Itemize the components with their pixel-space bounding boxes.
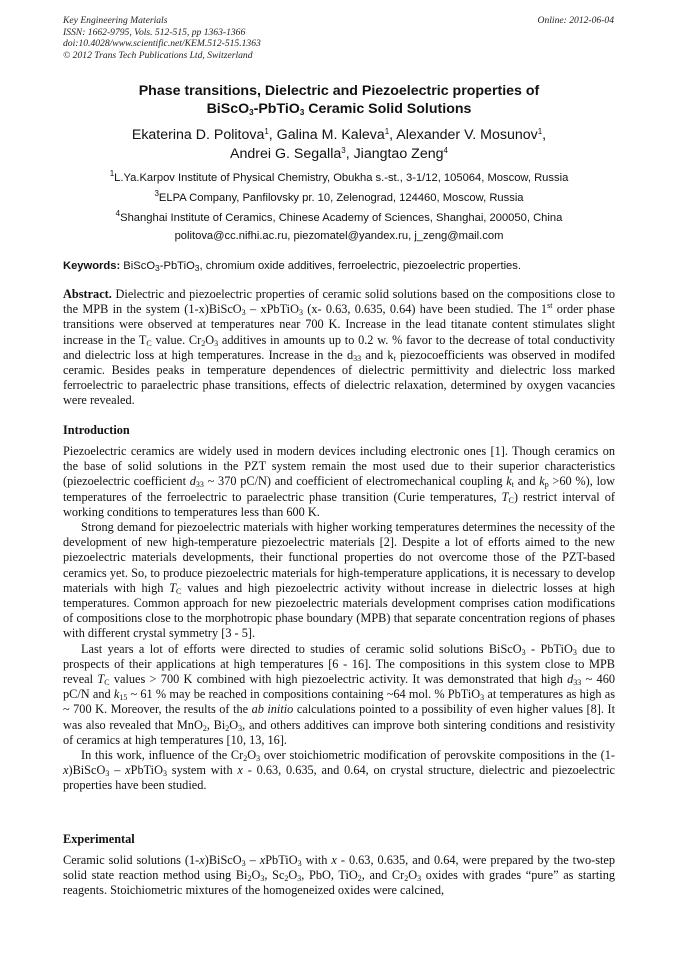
intro-paragraph-4: In this work, influence of the $Cr_2O_3$ over stoichiometric modification of perovskite compositions in the (1-x)BiScO$_3$ – xPbTiO$_3$ system with x - 0.63, 0.635, and 0.64, on crystal structure, dielectric and piezoelectric properties have been studied.: [63, 748, 615, 793]
affiliation-1: $^1$L.Ya.Karpov Institute of Physical Chemistry, Obukha s.-st., 3-1/12, 105064, Moscow, Russia: [109, 169, 569, 184]
paper-title: [63, 82, 615, 118]
introduction-heading: Introduction: [63, 423, 130, 437]
doi-line: doi:10.4028/www.scientific.net/KEM.512-515.1363: [63, 38, 261, 49]
experimental-paragraph-1: Ceramic solid solutions (1-x)BiScO$_3$ – xPbTiO$_3$ with x - 0.63, 0.635, and 0.64, were prepared by the two-step solid state reaction method using $Bi_2O_3$, $Sc_2O_3$, PbO, TiO$_2$, and $Cr_2O_3$ oxides with grades “pure” as starting reagents. Stoichiometric mixtures of the homogeneized oxides were calcined,: [63, 853, 616, 898]
author-emails: politova@cc.nifhi.ac.ru, piezomatel@yandex.ru, j_zeng@mail.com: [174, 230, 504, 242]
author-line-1: Ekaterina D. Politova$^1$, Galina M. Kaleva$^1$, Alexander V. Mosunov$^1$,: [131, 127, 547, 143]
affiliation-3: $^3$ELPA Company, Panfilovsky pr. 10, Zelenograd, 124460, Moscow, Russia: [154, 189, 524, 204]
copyright-line: © 2012 Trans Tech Publications Ltd, Switzerland: [63, 49, 253, 61]
keywords: Keywords: BiScO$_3$-PbTiO$_3$, chromium oxide additives, ferroelectric, piezoelectric properties.: [63, 260, 521, 273]
experimental-body: [63, 853, 615, 899]
affiliation-4: $^4$Shanghai Institute of Ceramics, Chinese Academy of Sciences, Shanghai, 200050, China: [115, 209, 563, 224]
keywords-label: Keywords:: [63, 260, 121, 272]
abstract: Abstract. Dielectric and piezoelectric properties of ceramic solid solutions based on the compositions close to the MPB in the system (1-x)BiScO$_3$ – xPbTiO$_3$ (x- 0.63, 0.635, 0.64) have been studied. The 1st order phase transitions were observed at temperatures near 700 K. Increase in the lead titanate content stimulates slight increase in the $T_C$ value. $Cr_2O_3$ additives in amounts up to 0.2 w. % favor to the decrease of total conductivity and dielectric loss at high temperatures. Increase in the $d_{33}$ and $k_t$ piezocoefficients was observed in modifed ceramic. Besides peaks in temperature dependences of dielectric permittivity and dielectric loss marked ferroelectric to paraelectric phase transitions, effects of dielectric relaxation, determined by oxygen vacancies were revealed.: [63, 287, 615, 408]
author-line-2: Andrei G. Segalla$^3$, Jiangtao Zeng$^4$: [230, 146, 448, 162]
intro-paragraph-3: Last years a lot of efforts were directed to studies of ceramic solid solutions BiScO$_3$ - PbTiO$_3$ due to prospects of their applications at high temperatures [6 - 16]. The compositions in this system close to MPB reveal $T_C$ values > 700 K combined with high piezoelectric activity. It was demonstrated that high $d_{33}$ ~ 460 pC/N and $k_{15}$ ~ 61 % may be reached in compositions containing ~64 mol. % PbTiO$_3$ at temperatures as high as ~ 700 K. Moreover, the results of the ab initio calculations pointed to a possibility of even higher values [8]. It was also revealed that MnO$_2$, $Bi_2O_3$, and others additives can improve both sintering conditions and resistivity of ceramics at high temperatures [10, 13, 16].: [63, 641, 616, 747]
journal-name: Key Engineering Materials: [63, 15, 168, 26]
title-line-2: BiScO$_3$-PbTiO$_3$ Ceramic Solid Solutions: [206, 101, 472, 117]
abstract-label: Abstract.: [63, 287, 112, 301]
title-line-1: Phase transitions, Dielectric and Piezoelectric properties of: [138, 83, 540, 99]
introduction-body: [63, 444, 615, 794]
intro-paragraph-1: Piezoelectric ceramics are widely used in modern devices including electronic ones [1]. Though ceramics on the base of solid solutions in the PZT system remain the most used due to their superior characteristics (piezoelectric coefficient $d_{33}$ ~ 370 pC/N) and coefficient of electromechanical coupling $k_t$ and $k_p >60$ %), low temperatures of the ferroelectric to paraelectric phase transition (Curie temperatures, $T_C$) restrict interval of working conditions to temperatures less than 600 K.: [63, 444, 616, 519]
issn-line: ISSN: 1662-9795, Vols. 512-515, pp 1363-1366: [63, 26, 246, 38]
affiliations: [63, 168, 615, 228]
online-date: Online: 2012-06-04: [537, 15, 614, 26]
journal-meta: [63, 15, 261, 61]
author-list: [63, 126, 615, 164]
experimental-heading: Experimental: [63, 832, 135, 846]
intro-paragraph-2: Strong demand for piezoelectric materials with higher working temperatures determines the necessity of the development of new high-temperature piezoelectric materials [2]. Despite a lot of efforts aimed to the new piezoelectric materials developments, their functional properties do not overcome those of the PZT-based ceramics yet. So, to produce piezoelectric materials for high-temperature applications, it is necessary to develop materials with high $T_C$ values and high piezoelectric activity without increase in dielectric losses at high temperatures. Common approach for new piezoelectric materials development comprises cation modifications of compositions close to the morphotropic phase boundary (MPB) that separate concentration regions of phases with different crystal symmetry [3 - 5].: [63, 520, 615, 641]
